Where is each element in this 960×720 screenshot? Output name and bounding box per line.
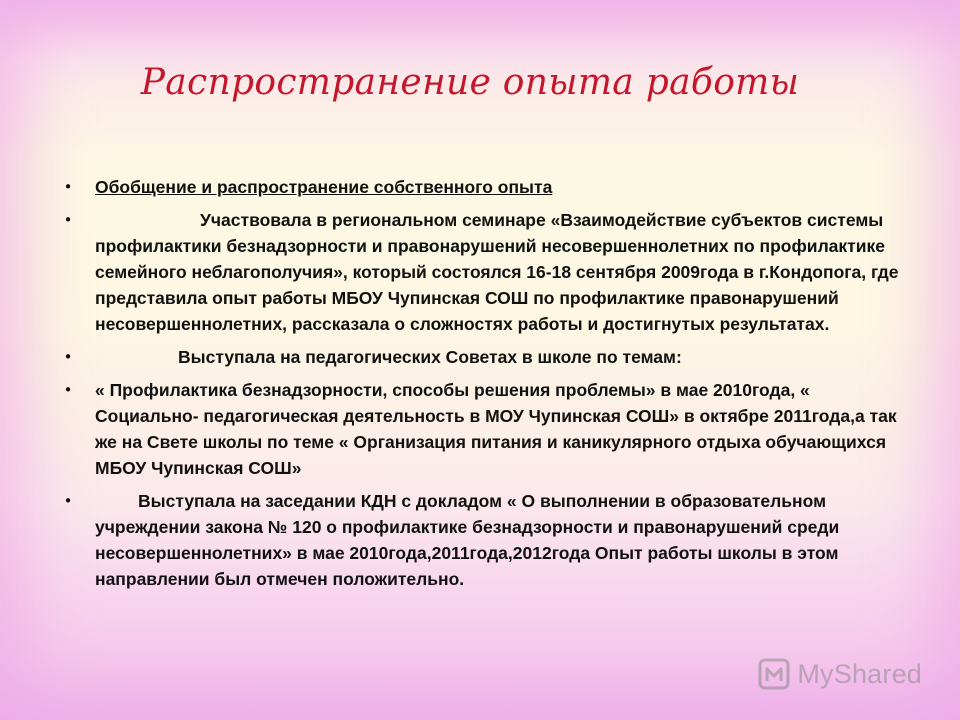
myshared-watermark[interactable]: [757, 656, 922, 692]
list-item: [62, 377, 912, 481]
bullet-icon: •: [63, 178, 73, 196]
item-text: Выступала на заседании КДН с докладом « О выполнении в образовательном учреждении закона № 120 о профилактике безнадзорности и правонарушений среди несовершеннолетних» в мае 2010года,2011года,2012года Опыт работы школы в этом направлении был отмечен положительно.: [95, 491, 840, 589]
bullet-icon: •: [63, 381, 73, 399]
myshared-logo-icon: [757, 657, 791, 691]
item-text: Выступала на педагогических Советах в школе по темам:: [178, 347, 682, 367]
item-text: Обобщение и распространение собственного опыта: [95, 177, 553, 197]
list-item: [62, 344, 912, 370]
list-item: [62, 174, 912, 200]
item-text: « Профилактика безнадзорности, способы решения проблемы» в мае 2010года, « Социально- педагогическая деятельность в МОУ Чупинская СОШ» в октябре 2011года,а так же на Свете школы по теме « Организация питания и каникулярного отдыха обучающихся МБОУ Чупинская СОШ»: [95, 380, 897, 478]
slide-title: Распространение опыта работы: [140, 62, 800, 103]
bullet-icon: •: [63, 348, 73, 366]
slide-content: [62, 174, 912, 599]
list-item: [62, 488, 912, 592]
watermark-text: MyShared: [797, 658, 922, 689]
list-item: [62, 207, 912, 337]
bullet-icon: •: [63, 211, 73, 229]
bullet-icon: •: [63, 492, 73, 510]
item-text: Участвовала в региональном семинаре «Взаимодействие субъектов системы профилактики безнадзорности и правонарушений несовершеннолетних по профилактике семейного неблагополучия», который состоялся 16-18 сентября 2009года в г.Кондопога, где представила опыт работы МБОУ Чупинская СОШ по профилактике правонарушений несовершеннолетних, рассказала о сложностях работы и достигнутых результатах.: [95, 210, 899, 334]
